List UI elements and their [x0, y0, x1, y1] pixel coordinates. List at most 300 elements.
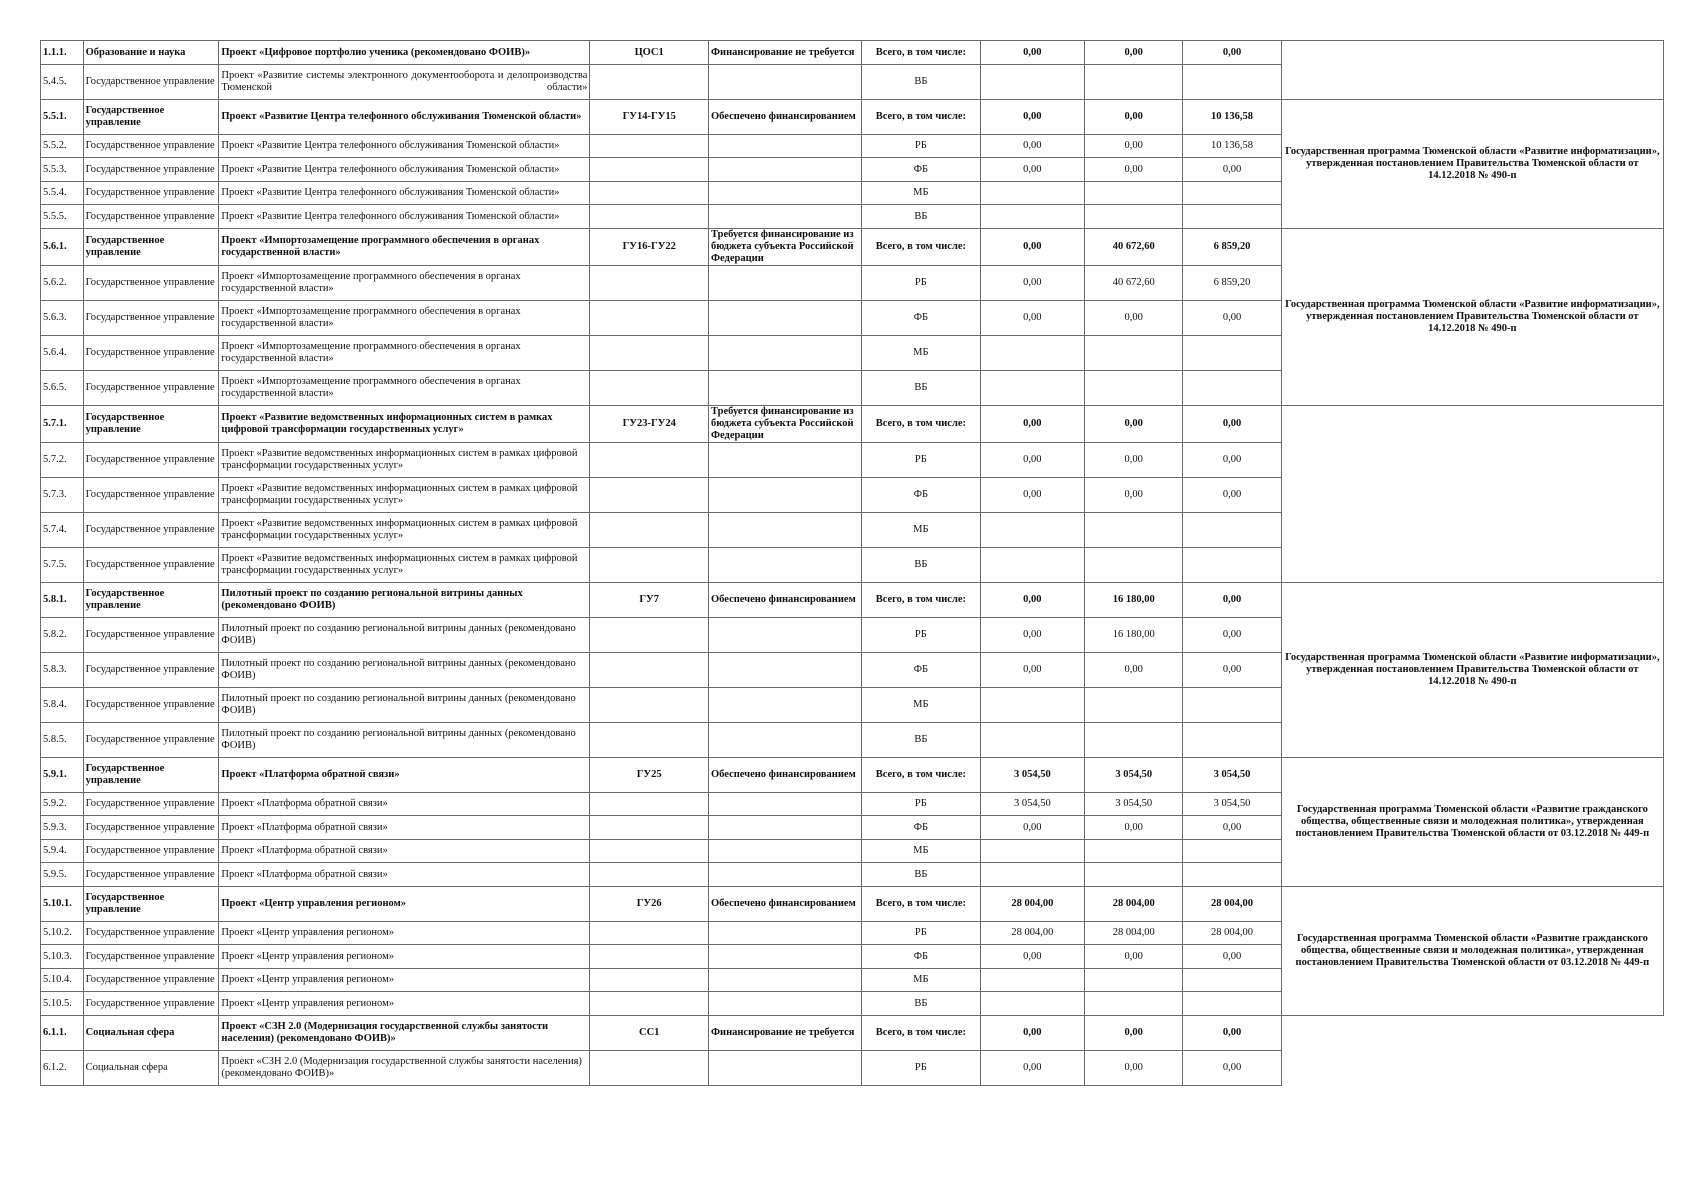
row-value-2: 0,00: [1085, 1051, 1183, 1086]
row-financing-status: [709, 158, 862, 182]
row-number: 5.6.1.: [41, 229, 84, 266]
row-source: ВБ: [862, 723, 981, 758]
row-financing-status: [709, 653, 862, 688]
row-project-name: Проект «Импортозамещение программного обеспечения в органах государственной власти»: [219, 336, 590, 371]
row-source: РБ: [862, 618, 981, 653]
row-value-1: 0,00: [980, 945, 1084, 969]
row-value-2: 0,00: [1085, 443, 1183, 478]
row-number: 6.1.2.: [41, 1051, 84, 1086]
row-source: ФБ: [862, 653, 981, 688]
row-value-1: [980, 723, 1084, 758]
row-code: [590, 205, 709, 229]
row-value-2: [1085, 840, 1183, 863]
row-code: [590, 618, 709, 653]
row-project-name: Проект «Импортозамещение программного обеспечения в органах государственной власти»: [219, 266, 590, 301]
table-row: [41, 758, 1664, 793]
row-sphere: Государственное управление: [83, 688, 219, 723]
row-sphere: Государственное управление: [83, 548, 219, 583]
row-sphere: Государственное управление: [83, 266, 219, 301]
row-value-1: [980, 336, 1084, 371]
row-value-2: 0,00: [1085, 100, 1183, 135]
row-value-3: [1183, 688, 1281, 723]
row-code: [590, 653, 709, 688]
row-code: [590, 336, 709, 371]
row-financing-status: Обеспечено финансированием: [709, 583, 862, 618]
row-financing-status: Финансирование не требуется: [709, 41, 862, 65]
row-value-1: [980, 688, 1084, 723]
row-value-2: 0,00: [1085, 945, 1183, 969]
row-value-2: [1085, 548, 1183, 583]
row-value-3: 0,00: [1183, 945, 1281, 969]
row-code: [590, 443, 709, 478]
row-number: 6.1.1.: [41, 1016, 84, 1051]
row-financing-status: [709, 371, 862, 406]
row-code: ГУ16-ГУ22: [590, 229, 709, 266]
row-value-1: [980, 863, 1084, 887]
row-value-2: 3 054,50: [1085, 758, 1183, 793]
row-value-1: [980, 65, 1084, 100]
row-project-name: Пилотный проект по созданию региональной витрины данных (рекомендовано ФОИВ): [219, 688, 590, 723]
row-value-2: 40 672,60: [1085, 266, 1183, 301]
row-financing-status: Обеспечено финансированием: [709, 887, 862, 922]
row-code: ГУ7: [590, 583, 709, 618]
row-sphere: Государственное управление: [83, 229, 219, 266]
row-financing-status: [709, 793, 862, 816]
row-number: 5.5.5.: [41, 205, 84, 229]
row-value-3: 0,00: [1183, 653, 1281, 688]
row-financing-status: [709, 863, 862, 887]
financing-table: [40, 40, 1664, 1086]
row-project-name: Проект «Центр управления регионом»: [219, 887, 590, 922]
row-sphere: Государственное управление: [83, 887, 219, 922]
program-note: Государственная программа Тюменской области «Развитие информатизации», утвержденная постановлением Правительства Тюменской области от 14.12.2018 № 490-п: [1281, 100, 1663, 229]
row-financing-status: [709, 205, 862, 229]
row-sphere: Государственное управление: [83, 158, 219, 182]
row-number: 5.6.4.: [41, 336, 84, 371]
row-value-2: [1085, 513, 1183, 548]
row-sphere: Государственное управление: [83, 182, 219, 205]
row-value-3: 28 004,00: [1183, 922, 1281, 945]
row-sphere: Государственное управление: [83, 478, 219, 513]
row-financing-status: [709, 723, 862, 758]
row-project-name: Проект «Развитие ведомственных информационных систем в рамках цифровой трансформации государственных услуг»: [219, 406, 590, 443]
row-value-1: 0,00: [980, 229, 1084, 266]
row-value-1: 0,00: [980, 135, 1084, 158]
row-project-name: Проект «Центр управления регионом»: [219, 992, 590, 1016]
row-value-3: 0,00: [1183, 618, 1281, 653]
row-value-3: 28 004,00: [1183, 887, 1281, 922]
row-value-1: 0,00: [980, 1051, 1084, 1086]
row-number: 5.10.2.: [41, 922, 84, 945]
row-number: 5.4.5.: [41, 65, 84, 100]
program-note: Государственная программа Тюменской области «Развитие гражданского общества, общественные связи и молодежная политика», утвержденная постановлением Правительства Тюменской области от 03.12.2018 № 449-п: [1281, 758, 1663, 887]
row-financing-status: [709, 992, 862, 1016]
row-number: 5.7.3.: [41, 478, 84, 513]
row-financing-status: [709, 182, 862, 205]
row-value-3: 0,00: [1183, 406, 1281, 443]
row-code: [590, 478, 709, 513]
row-financing-status: [709, 65, 862, 100]
row-value-1: 28 004,00: [980, 887, 1084, 922]
row-value-2: 40 672,60: [1085, 229, 1183, 266]
row-financing-status: [709, 135, 862, 158]
row-project-name: Проект «СЗН 2.0 (Модернизация государственной службы занятости населения) (рекомендовано ФОИВ)»: [219, 1016, 590, 1051]
row-value-2: 0,00: [1085, 41, 1183, 65]
row-project-name: Проект «Развитие системы электронного документооборота и делопроизводства Тюменской области»: [219, 65, 590, 100]
row-number: 5.9.4.: [41, 840, 84, 863]
row-code: [590, 266, 709, 301]
row-sphere: Государственное управление: [83, 840, 219, 863]
row-number: 5.8.5.: [41, 723, 84, 758]
row-value-1: [980, 548, 1084, 583]
row-sphere: Государственное управление: [83, 969, 219, 992]
row-number: 5.7.1.: [41, 406, 84, 443]
program-note: Государственная программа Тюменской области «Развитие информатизации», утвержденная постановлением Правительства Тюменской области от 14.12.2018 № 490-п: [1281, 583, 1663, 758]
row-financing-status: [709, 513, 862, 548]
program-note: Государственная программа Тюменской области «Развитие информатизации», утвержденная постановлением Правительства Тюменской области от 14.12.2018 № 490-п: [1281, 229, 1663, 406]
row-code: [590, 301, 709, 336]
row-number: 5.9.1.: [41, 758, 84, 793]
row-code: [590, 816, 709, 840]
row-project-name: Пилотный проект по созданию региональной витрины данных (рекомендовано ФОИВ): [219, 723, 590, 758]
row-code: [590, 922, 709, 945]
row-code: ЦОС1: [590, 41, 709, 65]
row-value-3: 6 859,20: [1183, 229, 1281, 266]
row-number: 5.7.5.: [41, 548, 84, 583]
row-value-3: [1183, 992, 1281, 1016]
row-code: [590, 793, 709, 816]
row-project-name: Проект «СЗН 2.0 (Модернизация государственной службы занятости населения) (рекомендовано ФОИВ)»: [219, 1051, 590, 1086]
row-source: Всего, в том числе:: [862, 1016, 981, 1051]
row-project-name: Проект «Развитие Центра телефонного обслуживания Тюменской области»: [219, 182, 590, 205]
row-project-name: Проект «Развитие Центра телефонного обслуживания Тюменской области»: [219, 205, 590, 229]
row-source: МБ: [862, 182, 981, 205]
row-financing-status: Финансирование не требуется: [709, 1016, 862, 1051]
row-sphere: Государственное управление: [83, 443, 219, 478]
row-value-3: [1183, 336, 1281, 371]
row-value-3: 0,00: [1183, 301, 1281, 336]
program-note: Государственная программа Тюменской области «Развитие гражданского общества, общественные связи и молодежная политика», утвержденная постановлением Правительства Тюменской области от 03.12.2018 № 449-п: [1281, 887, 1663, 1016]
row-code: ГУ26: [590, 887, 709, 922]
row-value-1: 0,00: [980, 100, 1084, 135]
row-number: 5.8.2.: [41, 618, 84, 653]
row-source: МБ: [862, 688, 981, 723]
row-sphere: Государственное управление: [83, 758, 219, 793]
row-value-3: [1183, 969, 1281, 992]
row-financing-status: [709, 548, 862, 583]
row-code: [590, 992, 709, 1016]
row-source: ФБ: [862, 945, 981, 969]
row-project-name: Проект «Центр управления регионом»: [219, 922, 590, 945]
row-value-3: [1183, 182, 1281, 205]
row-sphere: Социальная сфера: [83, 1051, 219, 1086]
row-source: ФБ: [862, 301, 981, 336]
row-value-2: [1085, 723, 1183, 758]
row-project-name: Проект «Платформа обратной связи»: [219, 863, 590, 887]
row-code: [590, 723, 709, 758]
table-body: [41, 41, 1664, 1086]
row-value-3: 6 859,20: [1183, 266, 1281, 301]
row-number: 1.1.1.: [41, 41, 84, 65]
row-number: 5.9.5.: [41, 863, 84, 887]
row-project-name: Пилотный проект по созданию региональной витрины данных (рекомендовано ФОИВ): [219, 583, 590, 618]
row-value-3: [1183, 548, 1281, 583]
row-project-name: Пилотный проект по созданию региональной витрины данных (рекомендовано ФОИВ): [219, 618, 590, 653]
row-source: ВБ: [862, 205, 981, 229]
row-project-name: Проект «Цифровое портфолио ученика (рекомендовано ФОИВ)»: [219, 41, 590, 65]
row-value-3: 0,00: [1183, 816, 1281, 840]
row-sphere: Государственное управление: [83, 653, 219, 688]
row-financing-status: [709, 969, 862, 992]
row-code: [590, 863, 709, 887]
row-financing-status: [709, 266, 862, 301]
row-value-2: [1085, 65, 1183, 100]
table-row: [41, 887, 1664, 922]
row-number: 5.5.4.: [41, 182, 84, 205]
row-value-2: 0,00: [1085, 158, 1183, 182]
row-code: [590, 371, 709, 406]
row-sphere: Государственное управление: [83, 618, 219, 653]
row-value-1: 0,00: [980, 1016, 1084, 1051]
row-value-1: [980, 840, 1084, 863]
row-sphere: Государственное управление: [83, 406, 219, 443]
row-value-3: 0,00: [1183, 478, 1281, 513]
row-value-1: [980, 371, 1084, 406]
row-value-1: 0,00: [980, 41, 1084, 65]
row-source: ФБ: [862, 158, 981, 182]
row-project-name: Проект «Центр управления регионом»: [219, 969, 590, 992]
row-value-3: 3 054,50: [1183, 758, 1281, 793]
row-sphere: Государственное управление: [83, 336, 219, 371]
row-value-3: [1183, 723, 1281, 758]
row-value-1: 0,00: [980, 406, 1084, 443]
row-sphere: Социальная сфера: [83, 1016, 219, 1051]
row-source: ФБ: [862, 478, 981, 513]
row-value-3: 10 136,58: [1183, 135, 1281, 158]
row-value-2: 0,00: [1085, 406, 1183, 443]
row-number: 5.8.1.: [41, 583, 84, 618]
row-value-2: [1085, 688, 1183, 723]
row-project-name: Проект «Платформа обратной связи»: [219, 758, 590, 793]
row-source: ВБ: [862, 65, 981, 100]
row-value-2: [1085, 182, 1183, 205]
row-source: Всего, в том числе:: [862, 887, 981, 922]
row-value-3: 0,00: [1183, 158, 1281, 182]
row-value-1: [980, 992, 1084, 1016]
row-source: Всего, в том числе:: [862, 229, 981, 266]
row-project-name: Проект «Центр управления регионом»: [219, 945, 590, 969]
row-value-3: 0,00: [1183, 443, 1281, 478]
row-code: [590, 840, 709, 863]
row-code: [590, 548, 709, 583]
row-sphere: Государственное управление: [83, 65, 219, 100]
row-source: РБ: [862, 443, 981, 478]
row-value-3: 0,00: [1183, 583, 1281, 618]
row-financing-status: [709, 922, 862, 945]
row-sphere: Государственное управление: [83, 863, 219, 887]
row-code: [590, 65, 709, 100]
row-project-name: Проект «Развитие ведомственных информационных систем в рамках цифровой трансформации государственных услуг»: [219, 478, 590, 513]
row-project-name: Пилотный проект по созданию региональной витрины данных (рекомендовано ФОИВ): [219, 653, 590, 688]
row-value-2: 28 004,00: [1085, 887, 1183, 922]
row-code: [590, 135, 709, 158]
row-sphere: Образование и наука: [83, 41, 219, 65]
row-code: СС1: [590, 1016, 709, 1051]
row-financing-status: [709, 816, 862, 840]
row-value-2: 28 004,00: [1085, 922, 1183, 945]
row-source: Всего, в том числе:: [862, 100, 981, 135]
row-project-name: Проект «Развитие Центра телефонного обслуживания Тюменской области»: [219, 100, 590, 135]
program-note: [1281, 406, 1663, 583]
table-row: [41, 100, 1664, 135]
row-number: 5.5.2.: [41, 135, 84, 158]
row-value-1: 3 054,50: [980, 758, 1084, 793]
row-source: ВБ: [862, 548, 981, 583]
row-number: 5.6.2.: [41, 266, 84, 301]
row-source: ВБ: [862, 863, 981, 887]
row-sphere: Государственное управление: [83, 992, 219, 1016]
row-source: МБ: [862, 840, 981, 863]
program-note: [1281, 41, 1663, 100]
row-value-3: [1183, 840, 1281, 863]
row-value-1: 0,00: [980, 158, 1084, 182]
row-sphere: Государственное управление: [83, 301, 219, 336]
row-number: 5.5.3.: [41, 158, 84, 182]
row-value-3: [1183, 513, 1281, 548]
table-row: [41, 406, 1664, 443]
row-financing-status: [709, 478, 862, 513]
row-number: 5.8.4.: [41, 688, 84, 723]
row-sphere: Государственное управление: [83, 135, 219, 158]
row-sphere: Государственное управление: [83, 922, 219, 945]
row-code: [590, 688, 709, 723]
table-row: [41, 1016, 1664, 1051]
row-project-name: Проект «Импортозамещение программного обеспечения в органах государственной власти»: [219, 301, 590, 336]
row-number: 5.9.2.: [41, 793, 84, 816]
row-source: РБ: [862, 793, 981, 816]
row-value-1: [980, 513, 1084, 548]
row-project-name: Проект «Платформа обратной связи»: [219, 793, 590, 816]
row-sphere: Государственное управление: [83, 100, 219, 135]
row-financing-status: [709, 336, 862, 371]
row-value-2: 0,00: [1085, 135, 1183, 158]
row-value-2: [1085, 336, 1183, 371]
table-row: [41, 229, 1664, 266]
row-value-3: [1183, 863, 1281, 887]
row-project-name: Проект «Развитие Центра телефонного обслуживания Тюменской области»: [219, 135, 590, 158]
row-value-2: [1085, 992, 1183, 1016]
row-number: 5.10.1.: [41, 887, 84, 922]
row-number: 5.8.3.: [41, 653, 84, 688]
row-source: РБ: [862, 266, 981, 301]
row-value-1: 0,00: [980, 443, 1084, 478]
row-value-3: [1183, 65, 1281, 100]
row-value-2: 0,00: [1085, 816, 1183, 840]
row-code: [590, 182, 709, 205]
row-source: РБ: [862, 135, 981, 158]
row-source: Всего, в том числе:: [862, 758, 981, 793]
row-code: [590, 969, 709, 992]
row-source: Всего, в том числе:: [862, 583, 981, 618]
row-code: [590, 158, 709, 182]
row-source: ВБ: [862, 371, 981, 406]
row-financing-status: [709, 688, 862, 723]
row-value-3: 10 136,58: [1183, 100, 1281, 135]
row-source: РБ: [862, 922, 981, 945]
row-number: 5.10.4.: [41, 969, 84, 992]
row-project-name: Проект «Развитие ведомственных информационных систем в рамках цифровой трансформации государственных услуг»: [219, 513, 590, 548]
row-value-3: 0,00: [1183, 1051, 1281, 1086]
row-financing-status: [709, 443, 862, 478]
row-project-name: Проект «Развитие ведомственных информационных систем в рамках цифровой трансформации государственных услуг»: [219, 548, 590, 583]
row-project-name: Проект «Импортозамещение программного обеспечения в органах государственной власти»: [219, 371, 590, 406]
row-sphere: Государственное управление: [83, 513, 219, 548]
row-financing-status: [709, 945, 862, 969]
row-financing-status: Обеспечено финансированием: [709, 100, 862, 135]
row-value-1: 0,00: [980, 816, 1084, 840]
row-value-1: 0,00: [980, 653, 1084, 688]
row-source: ВБ: [862, 992, 981, 1016]
row-code: ГУ25: [590, 758, 709, 793]
row-project-name: Проект «Платформа обратной связи»: [219, 816, 590, 840]
row-value-1: [980, 969, 1084, 992]
row-financing-status: Требуется финансирование из бюджета субъекта Российской Федерации: [709, 229, 862, 266]
table-row: [41, 583, 1664, 618]
row-value-3: [1183, 371, 1281, 406]
row-source: РБ: [862, 1051, 981, 1086]
row-value-3: [1183, 205, 1281, 229]
row-value-1: 28 004,00: [980, 922, 1084, 945]
row-project-name: Проект «Платформа обратной связи»: [219, 840, 590, 863]
row-value-2: 0,00: [1085, 301, 1183, 336]
row-sphere: Государственное управление: [83, 945, 219, 969]
row-number: 5.7.4.: [41, 513, 84, 548]
row-number: 5.10.3.: [41, 945, 84, 969]
document-sheet: [40, 40, 1664, 1086]
row-value-1: [980, 182, 1084, 205]
row-value-1: 0,00: [980, 478, 1084, 513]
row-sphere: Государственное управление: [83, 816, 219, 840]
row-source: МБ: [862, 513, 981, 548]
row-sphere: Государственное управление: [83, 723, 219, 758]
row-sphere: Государственное управление: [83, 371, 219, 406]
row-value-1: 0,00: [980, 301, 1084, 336]
row-value-1: 0,00: [980, 583, 1084, 618]
row-code: [590, 1051, 709, 1086]
row-value-1: [980, 205, 1084, 229]
row-value-2: 16 180,00: [1085, 583, 1183, 618]
row-code: [590, 945, 709, 969]
row-number: 5.5.1.: [41, 100, 84, 135]
row-project-name: Проект «Импортозамещение программного обеспечения в органах государственной власти»: [219, 229, 590, 266]
row-number: 5.10.5.: [41, 992, 84, 1016]
table-row: [41, 41, 1664, 65]
row-financing-status: [709, 1051, 862, 1086]
row-code: [590, 513, 709, 548]
row-number: 5.6.5.: [41, 371, 84, 406]
row-value-2: [1085, 863, 1183, 887]
row-project-name: Проект «Развитие Центра телефонного обслуживания Тюменской области»: [219, 158, 590, 182]
row-sphere: Государственное управление: [83, 205, 219, 229]
row-source: МБ: [862, 336, 981, 371]
row-source: Всего, в том числе:: [862, 406, 981, 443]
row-number: 5.9.3.: [41, 816, 84, 840]
row-financing-status: [709, 840, 862, 863]
row-value-3: 3 054,50: [1183, 793, 1281, 816]
row-value-3: 0,00: [1183, 1016, 1281, 1051]
row-value-2: 3 054,50: [1085, 793, 1183, 816]
row-sphere: Государственное управление: [83, 583, 219, 618]
